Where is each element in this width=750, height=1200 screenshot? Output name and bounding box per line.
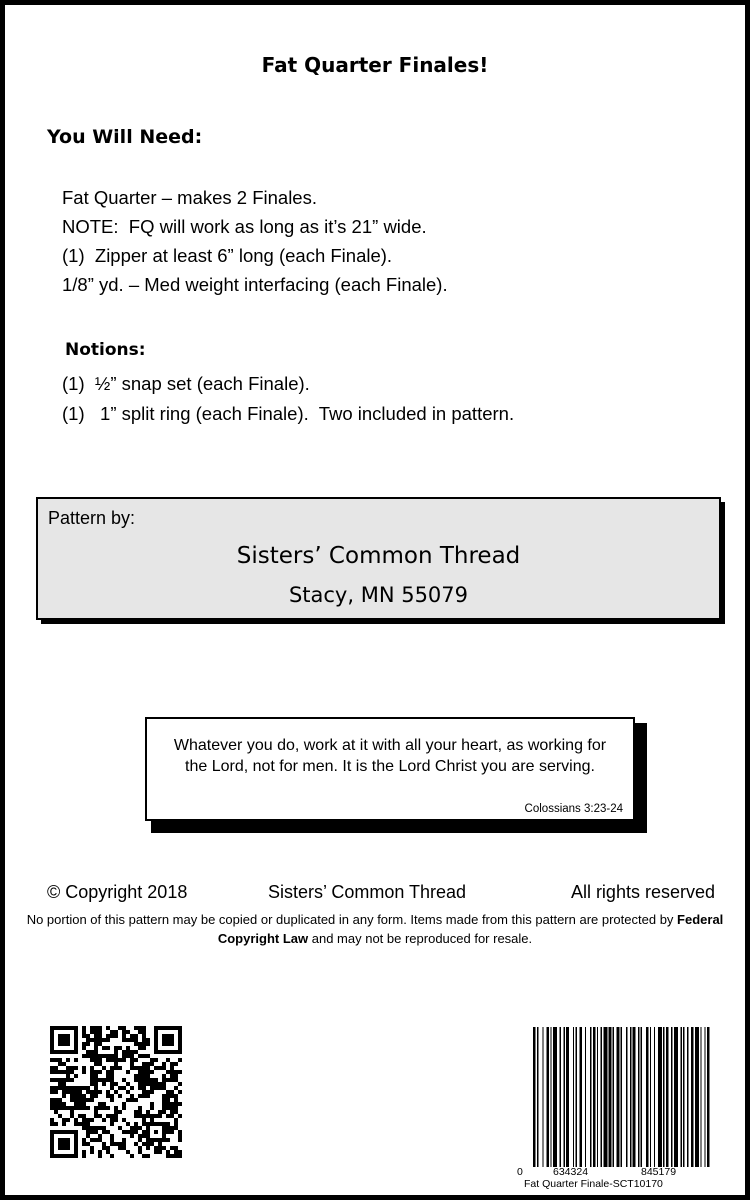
disclaimer-law: Federal Copyright Law [217, 912, 724, 946]
supply-item: NOTE: FQ will work as long as it’s 21” wide. [62, 216, 427, 237]
rights-reserved: All rights reserved [570, 882, 715, 902]
barcode-digit-first: 0 [517, 1166, 523, 1178]
notion-item: (1) 1” split ring (each Finale). Two included in pattern. [62, 403, 515, 424]
disclaimer-text-end: and may not be reproduced for resale. [308, 931, 533, 946]
designer-address: Stacy, MN 55079 [288, 583, 469, 607]
you-will-need-heading: You Will Need: [47, 126, 203, 148]
supply-item: Fat Quarter – makes 2 Finales. [62, 187, 317, 208]
barcode-group-1: 634324 [553, 1166, 589, 1178]
disclaimer-text: No portion of this pattern may be copied or duplicated in any form. Items made from this pattern are protected by [26, 912, 678, 927]
verse-box [145, 717, 635, 821]
pattern-by-box [36, 497, 721, 620]
designer-name: Sisters’ Common Thread [236, 543, 521, 569]
copyright-company: Sisters’ Common Thread [268, 882, 467, 902]
verse-reference: Colossians 3:23-24 [524, 803, 623, 815]
verse-text: Whatever you do, work at it with all your heart, as working for the Lord, not for men. It is the Lord Christ you are serving. [173, 737, 607, 775]
barcode-group-2: 845179 [641, 1166, 677, 1178]
supply-item: 1/8” yd. – Med weight interfacing (each Finale). [62, 274, 448, 295]
copyright-notice: © Copyright 2018 [47, 882, 188, 902]
you-will-need-list [62, 183, 448, 299]
barcode-icon [533, 1027, 711, 1167]
notion-item: (1) ½” snap set (each Finale). [62, 373, 310, 394]
qr-code-icon [50, 1023, 182, 1161]
page-title: Fat Quarter Finales! [261, 53, 489, 77]
barcode-label: Fat Quarter Finale-SCT10170 [524, 1178, 663, 1190]
supply-item: (1) Zipper at least 6” long (each Finale). [62, 245, 393, 266]
copyright-disclaimer [5, 910, 745, 948]
notions-heading: Notions: [65, 340, 146, 360]
notions-list [62, 369, 514, 429]
pattern-by-label: Pattern by: [48, 508, 136, 528]
